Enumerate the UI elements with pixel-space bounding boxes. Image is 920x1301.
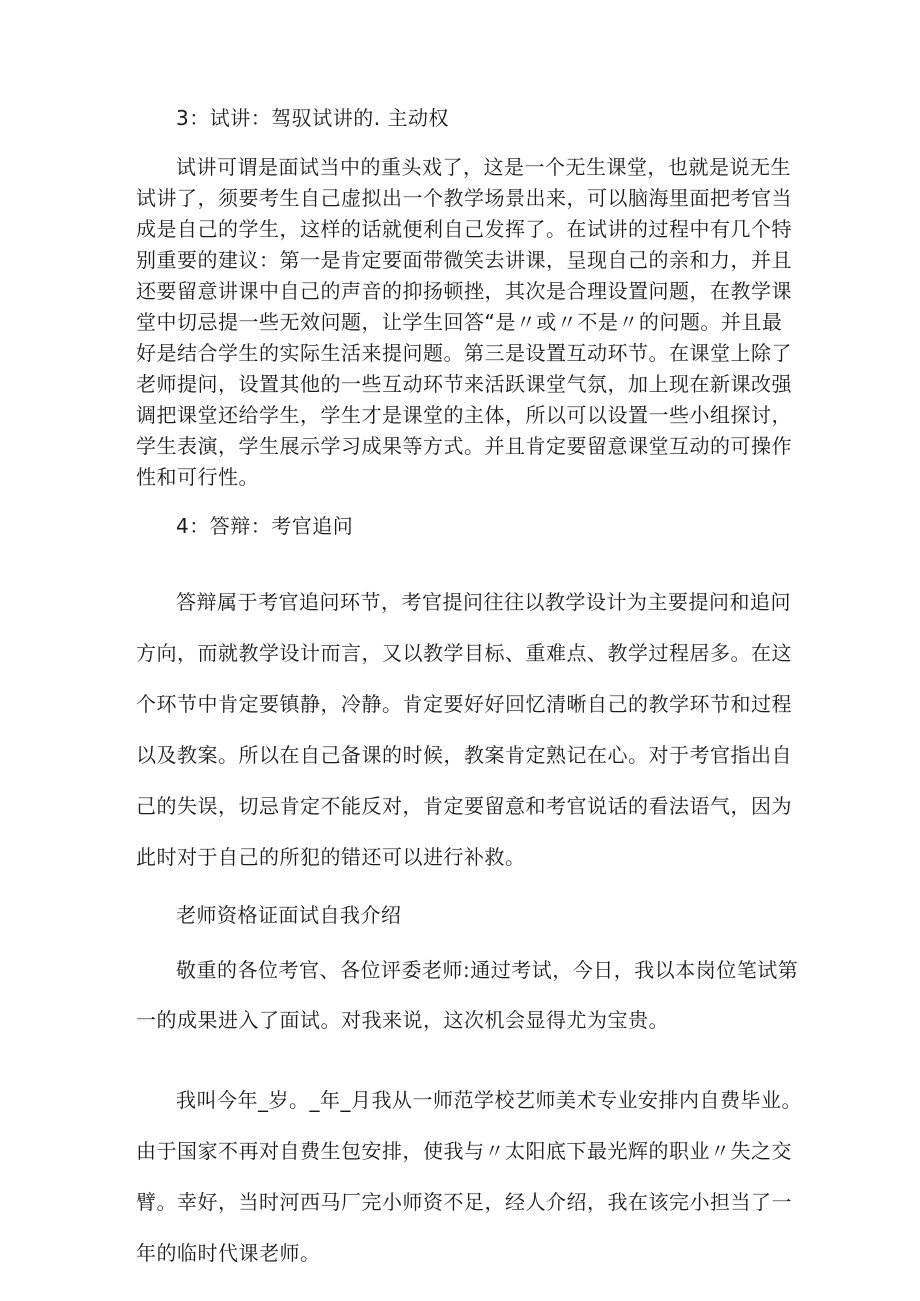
section-3-line: 试讲了，须要考生自己虚拟出一个教学场景出来，可以脑海里面把考官当	[136, 186, 792, 210]
section-3-line: 学生表演，学生展示学习成果等方式。并且肯定要留意课堂互动的可操作	[136, 434, 792, 458]
section-4-line: 以及教案。所以在自己备课的时候，教案肯定熟记在心。对于考官指出自	[136, 743, 792, 767]
intro-title: 老师资格证面试自我介绍	[176, 903, 402, 927]
intro-para2-line: 我叫今年_岁。_年_月我从一师范学校艺师美术专业安排内自费毕业。	[176, 1088, 802, 1112]
intro-para2-line: 年的临时代课老师。	[136, 1241, 321, 1265]
section-3-heading: 3：试讲：驾驭试讲的. 主动权	[176, 106, 449, 130]
intro-para2-line: 臂。幸好，当时河西马厂完小师资不足，经人介绍，我在该完小担当了一	[136, 1190, 792, 1214]
section-3-line: 试讲可谓是面试当中的重头戏了，这是一个无生课堂，也就是说无生	[176, 155, 791, 179]
section-3-line: 调把课堂还给学生，学生才是课堂的主体，所以可以设置一些小组探讨，	[136, 403, 792, 427]
section-4-line: 方向，而就教学设计而言，又以教学目标、重难点、教学过程居多。在这	[136, 641, 792, 665]
section-3-line: 还要留意讲课中自己的声音的抑扬顿挫，其次是合理设置问题，在教学课	[136, 279, 792, 303]
intro-para1-line: 一的成果进入了面试。对我来说，这次机会显得尤为宝贵。	[136, 1008, 669, 1032]
section-3-line: 别重要的建议：第一是肯定要面带微笑去讲课，呈现自己的亲和力，并且	[136, 248, 792, 272]
section-3-line: 老师提问，设置其他的一些互动环节来活跃课堂气氛，加上现在新课改强	[136, 372, 792, 396]
section-3-line: 性和可行性。	[136, 465, 259, 489]
section-3-line: 好是结合学生的实际生活来提问题。第三是设置互动环节。在课堂上除了	[136, 341, 792, 365]
section-4-line: 己的失误，切忌肯定不能反对，肯定要留意和考官说话的看法语气，因为	[136, 794, 792, 818]
section-4-line: 答辩属于考官追问环节，考官提问往往以教学设计为主要提问和追问	[176, 590, 791, 614]
section-4-line: 此时对于自己的所犯的错还可以进行补救。	[136, 845, 526, 869]
section-3-line: 堂中切忌提一些无效问题，让学生回答“是〃或〃不是〃的问题。并且最	[136, 310, 783, 334]
intro-para2-line: 由于国家不再对自费生包安排，使我与〃太阳底下最光辉的职业〃失之交	[136, 1139, 792, 1163]
section-4-heading: 4：答辩：考官追问	[176, 514, 354, 538]
intro-para1-line: 敬重的各位考官、各位评委老师:通过考试，今日，我以本岗位笔试第	[176, 958, 799, 982]
section-3-line: 成是自己的学生，这样的话就便利自己发挥了。在试讲的过程中有几个特	[136, 217, 792, 241]
section-4-line: 个环节中肯定要镇静，冷静。肯定要好好回忆清晰自己的教学环节和过程	[136, 692, 792, 716]
